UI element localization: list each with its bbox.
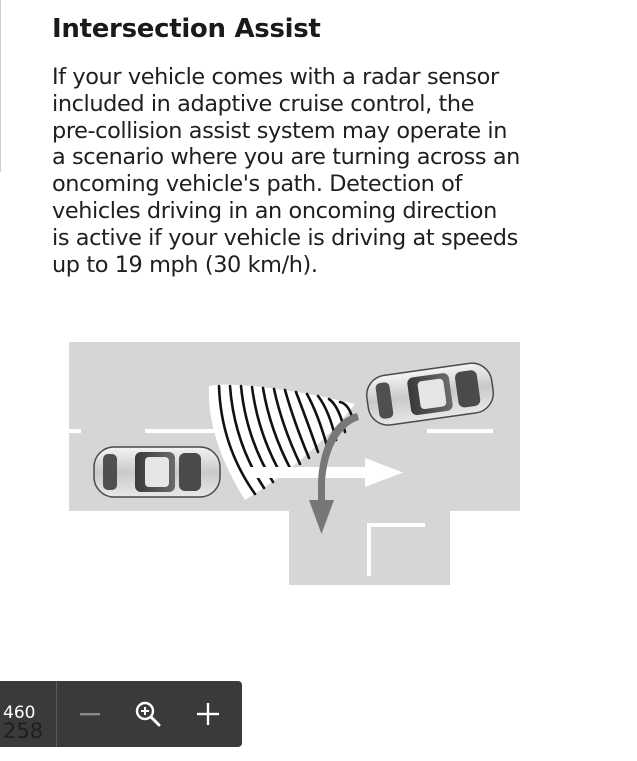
intersection-assist-illustration bbox=[69, 342, 520, 585]
plus-icon bbox=[196, 702, 220, 726]
body-line: oncoming vehicle's path. Detection of bbox=[52, 171, 462, 198]
current-page-number: 460 bbox=[3, 703, 36, 723]
own-vehicle bbox=[94, 447, 220, 497]
section-heading: Intersection Assist bbox=[52, 14, 321, 44]
body-line: pre-collision assist system may operate in bbox=[52, 117, 508, 144]
zoom-magnifier-icon bbox=[134, 700, 162, 728]
body-line: a scenario where you are turning across an bbox=[52, 144, 520, 171]
page-indicator[interactable] bbox=[0, 681, 57, 747]
body-line: up to 19 mph (30 km/h). bbox=[52, 251, 318, 278]
section-body bbox=[52, 64, 612, 278]
body-line: vehicles driving in an oncoming direction bbox=[52, 197, 497, 224]
body-line: is active if your vehicle is driving at speeds bbox=[52, 224, 518, 251]
zoom-in-button[interactable] bbox=[188, 694, 228, 734]
body-line: included in adaptive cruise control, the bbox=[52, 90, 475, 117]
minus-icon bbox=[79, 703, 101, 725]
zoom-out-button[interactable] bbox=[70, 694, 110, 734]
zoom-toolbar bbox=[0, 681, 242, 747]
total-page-number: 258 bbox=[3, 719, 44, 743]
body-line: If your vehicle comes with a radar sensor bbox=[52, 64, 499, 90]
zoom-fit-button[interactable] bbox=[128, 694, 168, 734]
page-edge-rule bbox=[0, 0, 1, 172]
